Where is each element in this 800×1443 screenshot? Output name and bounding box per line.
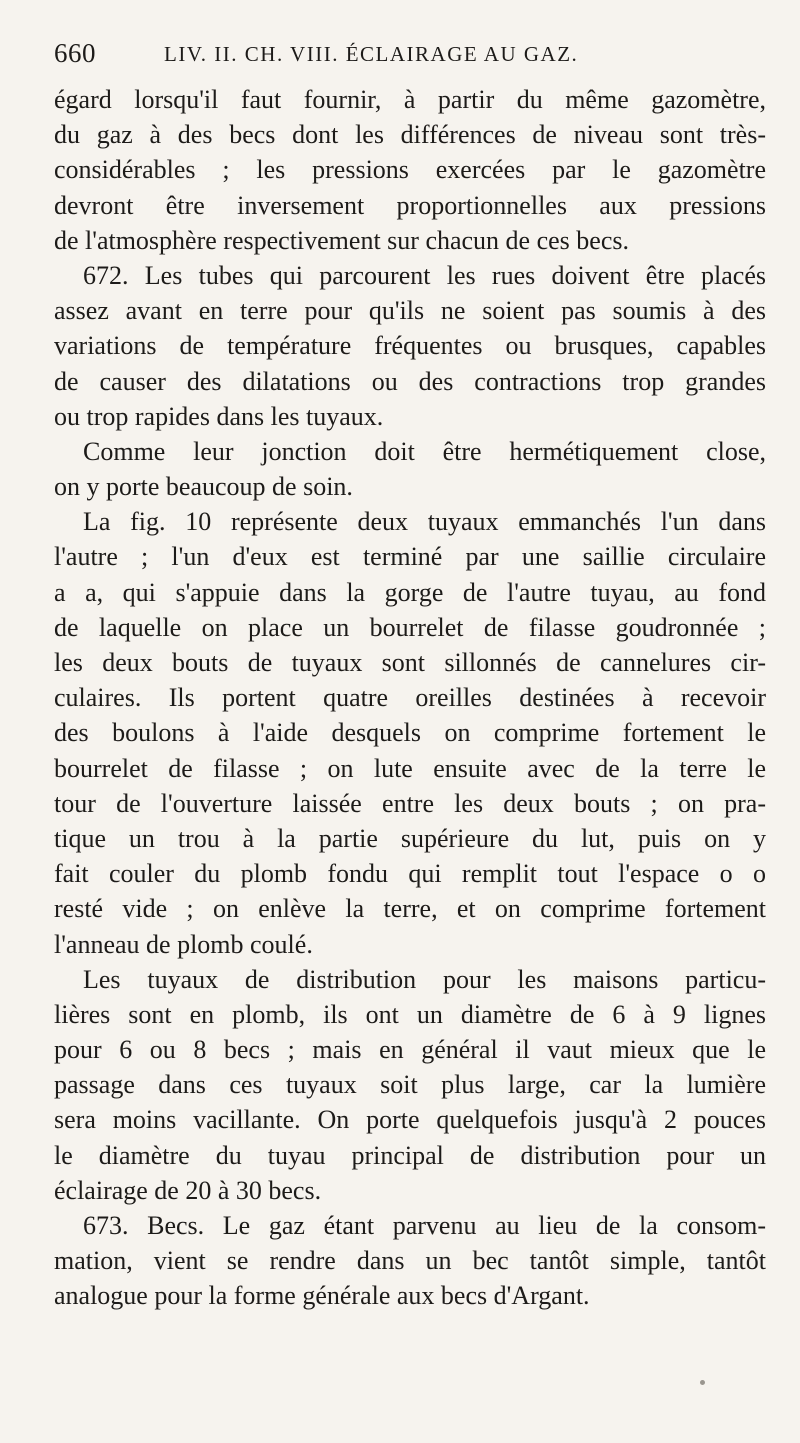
text-line: ou trop rapides dans les tuyaux. xyxy=(54,401,384,431)
text-line: tour de l'ouverture laissée entre les deux bouts ; on pra- xyxy=(54,788,766,818)
text-line: le diamètre du tuyau principal de distribution pour un xyxy=(54,1140,766,1170)
text-line: assez avant en terre pour qu'ils ne soient pas soumis à des xyxy=(54,296,766,326)
paragraph-672-start: 672. Les tubes qui parcourent les rues doivent être placés xyxy=(83,260,766,290)
text-line: l'autre ; l'un d'eux est terminé par une saillie circulaire xyxy=(54,542,766,572)
text-line: analogue pour la forme générale aux becs d'Argant. xyxy=(54,1281,590,1311)
text-line: éclairage de 20 à 30 becs. xyxy=(54,1175,322,1205)
paragraph-start: Les tuyaux de distribution pour les maisons particu- xyxy=(83,964,766,994)
text-line: de l'atmosphère respectivement sur chacun de ces becs. xyxy=(54,225,629,255)
text-line: devront être inversement proportionnelles aux pressions xyxy=(54,190,766,220)
text-line: de laquelle on place un bourrelet de filasse goudronnée ; xyxy=(54,612,766,642)
text-line: on y porte beaucoup de soin. xyxy=(54,472,353,502)
running-title: LIV. II. CH. VIII. ÉCLAIRAGE AU GAZ. xyxy=(164,42,579,66)
text-line: variations de température fréquentes ou brusques, capables xyxy=(54,331,766,361)
text-line: pour 6 ou 8 becs ; mais en général il vaut mieux que le xyxy=(54,1035,766,1065)
paragraph-start: Comme leur jonction doit être hermétiquement close, xyxy=(83,436,766,466)
book-page xyxy=(54,38,766,1314)
stray-ink-mark xyxy=(700,1380,705,1385)
running-head xyxy=(54,38,766,82)
text-line: sera moins vacillante. On porte quelquefois jusqu'à 2 pouces xyxy=(54,1105,766,1135)
text-line: a a, qui s'appuie dans la gorge de l'autre tuyau, au fond xyxy=(54,577,766,607)
text-line: les deux bouts de tuyaux sont sillonnés de cannelures cir- xyxy=(54,648,766,677)
page-number: 660 xyxy=(54,38,96,68)
text-line: passage dans ces tuyaux soit plus large, car la lumière xyxy=(54,1070,766,1100)
text-line: l'anneau de plomb coulé. xyxy=(54,929,313,959)
text-line: fait couler du plomb fondu qui remplit tout l'espace o o xyxy=(54,859,766,889)
body-text xyxy=(54,82,766,1314)
text-line: tique un trou à la partie supérieure du lut, puis on y xyxy=(54,823,766,853)
text-line: de causer des dilatations ou des contractions trop grandes xyxy=(54,366,766,396)
text-line: égard lorsqu'il faut fournir, à partir du même gazomètre, xyxy=(54,85,766,114)
text-line: resté vide ; on enlève la terre, et on comprime fortement xyxy=(54,894,766,924)
text-line: considérables ; les pressions exercées par le gazomètre xyxy=(54,155,766,185)
text-line: du gaz à des becs dont les différences de niveau sont très- xyxy=(54,120,766,150)
text-line: des boulons à l'aide desquels on comprime fortement le xyxy=(54,718,766,748)
paragraph-start: La fig. 10 représente deux tuyaux emmanchés l'un dans xyxy=(83,507,766,537)
paragraph-673-start: 673. Becs. Le gaz étant parvenu au lieu de la consom- xyxy=(83,1211,766,1240)
text-line: culaires. Ils portent quatre oreilles destinées à recevoir xyxy=(54,683,766,713)
text-line: mation, vient se rendre dans un bec tantôt simple, tantôt xyxy=(54,1246,766,1276)
text-line: lières sont en plomb, ils ont un diamètre de 6 à 9 lignes xyxy=(54,999,766,1029)
text-line: bourrelet de filasse ; on lute ensuite avec de la terre le xyxy=(54,753,766,783)
